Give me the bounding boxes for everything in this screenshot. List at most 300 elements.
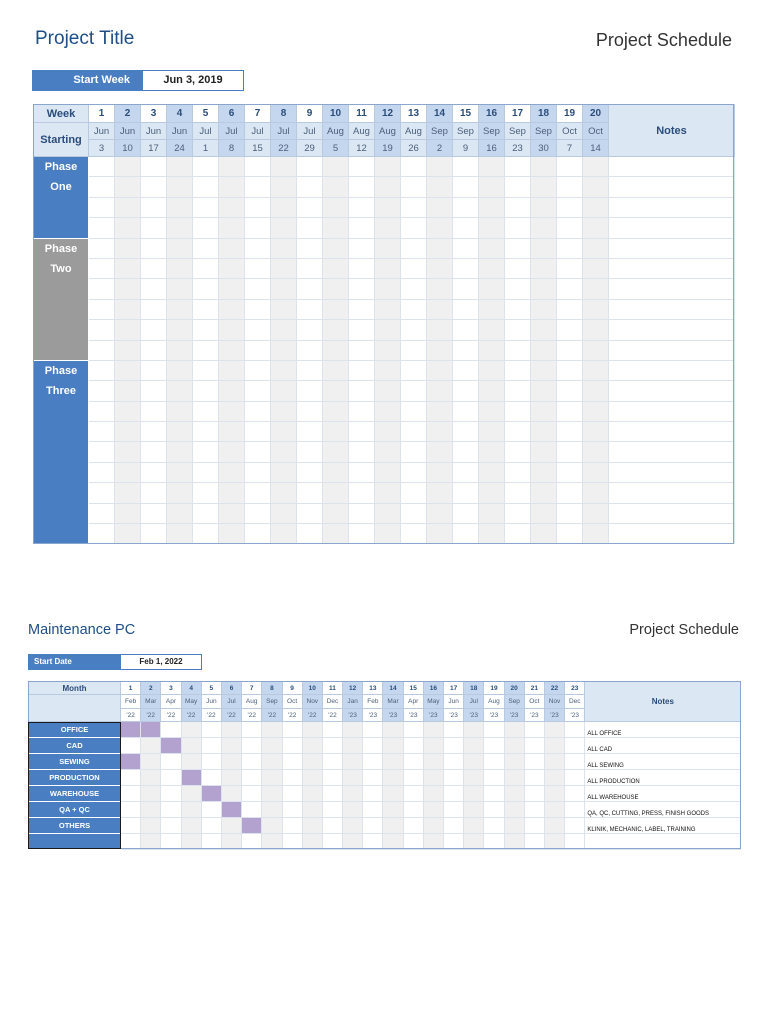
schedule-cell[interactable]: [531, 299, 557, 319]
schedule-cell[interactable]: [565, 754, 585, 770]
schedule-cell[interactable]: [262, 786, 282, 802]
schedule-cell[interactable]: [505, 462, 531, 482]
task-bar[interactable]: [201, 786, 221, 802]
schedule-cell[interactable]: [349, 401, 375, 421]
schedule-cell[interactable]: [423, 786, 443, 802]
schedule-cell[interactable]: [245, 340, 271, 360]
schedule-cell[interactable]: [141, 802, 161, 818]
schedule-cell[interactable]: [401, 157, 427, 177]
schedule-cell[interactable]: [193, 157, 219, 177]
schedule-cell[interactable]: [297, 197, 323, 217]
schedule-cell[interactable]: [262, 770, 282, 786]
schedule-cell[interactable]: [375, 422, 401, 442]
schedule-cell[interactable]: [201, 834, 221, 850]
schedule-cell[interactable]: [505, 401, 531, 421]
schedule-cell[interactable]: [557, 157, 583, 177]
schedule-cell[interactable]: [245, 177, 271, 197]
schedule-cell[interactable]: [383, 738, 403, 754]
schedule-cell[interactable]: [427, 320, 453, 340]
schedule-cell[interactable]: [181, 722, 201, 738]
schedule-cell[interactable]: [464, 786, 484, 802]
schedule-cell[interactable]: [297, 177, 323, 197]
schedule-cell[interactable]: [403, 786, 423, 802]
schedule-cell[interactable]: [583, 279, 609, 299]
schedule-cell[interactable]: [349, 503, 375, 523]
schedule-cell[interactable]: [282, 770, 302, 786]
schedule-cell[interactable]: [121, 770, 141, 786]
schedule-cell[interactable]: [201, 754, 221, 770]
schedule-cell[interactable]: [89, 258, 115, 278]
schedule-cell[interactable]: [375, 177, 401, 197]
schedule-cell[interactable]: [505, 422, 531, 442]
schedule-cell[interactable]: [401, 381, 427, 401]
schedule-cell[interactable]: [262, 802, 282, 818]
schedule-cell[interactable]: [302, 786, 322, 802]
schedule-cell[interactable]: [375, 524, 401, 544]
schedule-cell[interactable]: [375, 503, 401, 523]
schedule-cell[interactable]: [193, 524, 219, 544]
schedule-cell[interactable]: [531, 197, 557, 217]
schedule-cell[interactable]: [141, 218, 167, 238]
schedule-cell[interactable]: [219, 177, 245, 197]
schedule-cell[interactable]: [282, 818, 302, 834]
schedule-cell[interactable]: [479, 258, 505, 278]
schedule-cell[interactable]: [401, 197, 427, 217]
schedule-cell[interactable]: [193, 360, 219, 380]
schedule-cell[interactable]: [221, 818, 241, 834]
schedule-cell[interactable]: [323, 462, 349, 482]
schedule-cell[interactable]: [544, 786, 564, 802]
schedule-cell[interactable]: [141, 340, 167, 360]
schedule-cell[interactable]: [297, 238, 323, 258]
schedule-cell[interactable]: [427, 299, 453, 319]
schedule-cell[interactable]: [323, 422, 349, 442]
schedule-cell[interactable]: [544, 834, 564, 850]
schedule-cell[interactable]: [161, 770, 181, 786]
schedule-cell[interactable]: [544, 754, 564, 770]
schedule-cell[interactable]: [115, 299, 141, 319]
schedule-cell[interactable]: [115, 320, 141, 340]
schedule-cell[interactable]: [181, 834, 201, 850]
schedule-cell[interactable]: [383, 786, 403, 802]
start-week-input[interactable]: Jun 3, 2019: [142, 70, 244, 91]
schedule-cell[interactable]: [504, 834, 524, 850]
schedule-cell[interactable]: [401, 462, 427, 482]
notes-cell[interactable]: [609, 238, 735, 258]
schedule-cell[interactable]: [375, 197, 401, 217]
schedule-cell[interactable]: [89, 238, 115, 258]
schedule-cell[interactable]: [181, 818, 201, 834]
schedule-cell[interactable]: [557, 442, 583, 462]
schedule-cell[interactable]: [479, 177, 505, 197]
schedule-cell[interactable]: [557, 340, 583, 360]
schedule-cell[interactable]: [115, 157, 141, 177]
schedule-cell[interactable]: [524, 738, 544, 754]
schedule-cell[interactable]: [201, 722, 221, 738]
schedule-cell[interactable]: [349, 320, 375, 340]
schedule-cell[interactable]: [531, 320, 557, 340]
schedule-cell[interactable]: [479, 238, 505, 258]
schedule-cell[interactable]: [297, 462, 323, 482]
schedule-cell[interactable]: [401, 299, 427, 319]
task-bar[interactable]: [242, 818, 262, 834]
schedule-cell[interactable]: [245, 218, 271, 238]
schedule-cell[interactable]: [141, 381, 167, 401]
schedule-cell[interactable]: [245, 320, 271, 340]
schedule-cell[interactable]: [557, 177, 583, 197]
schedule-cell[interactable]: [484, 770, 504, 786]
schedule-cell[interactable]: [115, 524, 141, 544]
schedule-cell[interactable]: [427, 177, 453, 197]
schedule-cell[interactable]: [427, 197, 453, 217]
schedule-cell[interactable]: [479, 360, 505, 380]
notes-cell[interactable]: [609, 177, 735, 197]
task-bar[interactable]: [121, 722, 141, 738]
schedule-cell[interactable]: [444, 722, 464, 738]
schedule-cell[interactable]: [141, 197, 167, 217]
notes-cell[interactable]: [609, 524, 735, 544]
schedule-cell[interactable]: [375, 442, 401, 462]
schedule-cell[interactable]: [505, 218, 531, 238]
schedule-cell[interactable]: [427, 157, 453, 177]
notes-cell[interactable]: [609, 320, 735, 340]
schedule-cell[interactable]: [401, 503, 427, 523]
schedule-cell[interactable]: [322, 786, 342, 802]
schedule-cell[interactable]: [484, 722, 504, 738]
schedule-cell[interactable]: [343, 754, 363, 770]
schedule-cell[interactable]: [453, 340, 479, 360]
schedule-cell[interactable]: [271, 197, 297, 217]
schedule-cell[interactable]: [302, 834, 322, 850]
schedule-cell[interactable]: [531, 462, 557, 482]
schedule-cell[interactable]: [531, 524, 557, 544]
schedule-cell[interactable]: [271, 381, 297, 401]
schedule-cell[interactable]: [167, 157, 193, 177]
schedule-cell[interactable]: [524, 770, 544, 786]
schedule-cell[interactable]: [401, 524, 427, 544]
schedule-cell[interactable]: [245, 462, 271, 482]
schedule-cell[interactable]: [403, 834, 423, 850]
schedule-cell[interactable]: [557, 258, 583, 278]
schedule-cell[interactable]: [323, 401, 349, 421]
schedule-cell[interactable]: [141, 177, 167, 197]
schedule-cell[interactable]: [297, 320, 323, 340]
schedule-cell[interactable]: [282, 834, 302, 850]
task-note[interactable]: ALL OFFICE: [585, 722, 741, 738]
schedule-cell[interactable]: [167, 320, 193, 340]
schedule-cell[interactable]: [453, 279, 479, 299]
schedule-cell[interactable]: [161, 834, 181, 850]
schedule-cell[interactable]: [193, 238, 219, 258]
schedule-cell[interactable]: [271, 320, 297, 340]
schedule-cell[interactable]: [531, 177, 557, 197]
schedule-cell[interactable]: [349, 462, 375, 482]
schedule-cell[interactable]: [403, 722, 423, 738]
schedule-cell[interactable]: [271, 299, 297, 319]
schedule-cell[interactable]: [193, 340, 219, 360]
schedule-cell[interactable]: [297, 157, 323, 177]
schedule-cell[interactable]: [427, 279, 453, 299]
schedule-cell[interactable]: [323, 197, 349, 217]
schedule-cell[interactable]: [89, 503, 115, 523]
schedule-cell[interactable]: [221, 834, 241, 850]
schedule-cell[interactable]: [193, 218, 219, 238]
schedule-cell[interactable]: [141, 442, 167, 462]
schedule-cell[interactable]: [427, 503, 453, 523]
schedule-cell[interactable]: [531, 360, 557, 380]
schedule-cell[interactable]: [193, 320, 219, 340]
schedule-cell[interactable]: [322, 770, 342, 786]
schedule-cell[interactable]: [219, 524, 245, 544]
schedule-cell[interactable]: [141, 258, 167, 278]
schedule-cell[interactable]: [401, 401, 427, 421]
schedule-cell[interactable]: [444, 754, 464, 770]
schedule-cell[interactable]: [453, 462, 479, 482]
schedule-cell[interactable]: [557, 360, 583, 380]
schedule-cell[interactable]: [297, 401, 323, 421]
schedule-cell[interactable]: [245, 299, 271, 319]
schedule-cell[interactable]: [219, 258, 245, 278]
schedule-cell[interactable]: [297, 258, 323, 278]
schedule-cell[interactable]: [297, 422, 323, 442]
schedule-cell[interactable]: [557, 483, 583, 503]
schedule-cell[interactable]: [115, 340, 141, 360]
schedule-cell[interactable]: [141, 320, 167, 340]
schedule-cell[interactable]: [323, 503, 349, 523]
schedule-cell[interactable]: [242, 834, 262, 850]
schedule-cell[interactable]: [219, 462, 245, 482]
schedule-cell[interactable]: [427, 360, 453, 380]
schedule-cell[interactable]: [401, 177, 427, 197]
schedule-cell[interactable]: [245, 360, 271, 380]
schedule-cell[interactable]: [423, 818, 443, 834]
schedule-cell[interactable]: [557, 422, 583, 442]
schedule-cell[interactable]: [427, 483, 453, 503]
schedule-cell[interactable]: [583, 238, 609, 258]
schedule-cell[interactable]: [583, 197, 609, 217]
schedule-cell[interactable]: [484, 818, 504, 834]
schedule-cell[interactable]: [531, 483, 557, 503]
notes-cell[interactable]: [609, 340, 735, 360]
schedule-cell[interactable]: [531, 279, 557, 299]
schedule-cell[interactable]: [464, 754, 484, 770]
schedule-cell[interactable]: [89, 462, 115, 482]
schedule-cell[interactable]: [297, 483, 323, 503]
schedule-cell[interactable]: [242, 754, 262, 770]
schedule-cell[interactable]: [383, 770, 403, 786]
schedule-cell[interactable]: [219, 381, 245, 401]
task-note[interactable]: [585, 834, 741, 850]
schedule-cell[interactable]: [323, 218, 349, 238]
schedule-cell[interactable]: [583, 422, 609, 442]
schedule-cell[interactable]: [427, 238, 453, 258]
schedule-cell[interactable]: [375, 462, 401, 482]
schedule-cell[interactable]: [565, 834, 585, 850]
schedule-cell[interactable]: [479, 157, 505, 177]
schedule-cell[interactable]: [221, 738, 241, 754]
schedule-cell[interactable]: [453, 442, 479, 462]
schedule-cell[interactable]: [282, 738, 302, 754]
schedule-cell[interactable]: [349, 442, 375, 462]
schedule-cell[interactable]: [302, 738, 322, 754]
task-note[interactable]: ALL WAREHOUSE: [585, 786, 741, 802]
schedule-cell[interactable]: [531, 381, 557, 401]
schedule-cell[interactable]: [557, 401, 583, 421]
notes-cell[interactable]: [609, 381, 735, 401]
schedule-cell[interactable]: [464, 770, 484, 786]
schedule-cell[interactable]: [115, 238, 141, 258]
schedule-cell[interactable]: [167, 462, 193, 482]
schedule-cell[interactable]: [115, 462, 141, 482]
schedule-cell[interactable]: [401, 360, 427, 380]
schedule-cell[interactable]: [201, 738, 221, 754]
schedule-cell[interactable]: [297, 279, 323, 299]
schedule-cell[interactable]: [479, 381, 505, 401]
schedule-cell[interactable]: [167, 238, 193, 258]
schedule-cell[interactable]: [219, 401, 245, 421]
task-note[interactable]: ALL SEWING: [585, 754, 741, 770]
schedule-cell[interactable]: [383, 802, 403, 818]
schedule-cell[interactable]: [89, 401, 115, 421]
schedule-cell[interactable]: [219, 157, 245, 177]
schedule-cell[interactable]: [297, 218, 323, 238]
schedule-cell[interactable]: [271, 442, 297, 462]
schedule-cell[interactable]: [219, 299, 245, 319]
schedule-cell[interactable]: [245, 442, 271, 462]
notes-cell[interactable]: [609, 401, 735, 421]
schedule-cell[interactable]: [141, 157, 167, 177]
schedule-cell[interactable]: [479, 422, 505, 442]
schedule-cell[interactable]: [245, 503, 271, 523]
schedule-cell[interactable]: [141, 422, 167, 442]
schedule-cell[interactable]: [282, 786, 302, 802]
schedule-cell[interactable]: [505, 381, 531, 401]
schedule-cell[interactable]: [201, 818, 221, 834]
schedule-cell[interactable]: [161, 786, 181, 802]
schedule-cell[interactable]: [242, 738, 262, 754]
schedule-cell[interactable]: [167, 279, 193, 299]
schedule-cell[interactable]: [89, 299, 115, 319]
schedule-cell[interactable]: [453, 422, 479, 442]
schedule-cell[interactable]: [193, 279, 219, 299]
schedule-cell[interactable]: [453, 197, 479, 217]
schedule-cell[interactable]: [504, 738, 524, 754]
schedule-cell[interactable]: [557, 503, 583, 523]
schedule-cell[interactable]: [375, 218, 401, 238]
schedule-cell[interactable]: [245, 279, 271, 299]
schedule-cell[interactable]: [349, 197, 375, 217]
schedule-cell[interactable]: [505, 258, 531, 278]
schedule-cell[interactable]: [161, 754, 181, 770]
schedule-cell[interactable]: [271, 157, 297, 177]
schedule-cell[interactable]: [403, 818, 423, 834]
schedule-cell[interactable]: [262, 738, 282, 754]
schedule-cell[interactable]: [583, 360, 609, 380]
schedule-cell[interactable]: [479, 197, 505, 217]
schedule-cell[interactable]: [524, 786, 544, 802]
schedule-cell[interactable]: [444, 802, 464, 818]
schedule-cell[interactable]: [349, 279, 375, 299]
task-note[interactable]: KLINIK, MECHANIC, LABEL, TRAINING: [585, 818, 741, 834]
schedule-cell[interactable]: [322, 818, 342, 834]
schedule-cell[interactable]: [323, 340, 349, 360]
schedule-cell[interactable]: [141, 738, 161, 754]
schedule-cell[interactable]: [262, 834, 282, 850]
schedule-cell[interactable]: [583, 340, 609, 360]
schedule-cell[interactable]: [363, 802, 383, 818]
schedule-cell[interactable]: [323, 360, 349, 380]
schedule-cell[interactable]: [323, 157, 349, 177]
schedule-cell[interactable]: [181, 786, 201, 802]
schedule-cell[interactable]: [89, 360, 115, 380]
schedule-cell[interactable]: [479, 401, 505, 421]
schedule-cell[interactable]: [505, 177, 531, 197]
schedule-cell[interactable]: [89, 320, 115, 340]
schedule-cell[interactable]: [453, 483, 479, 503]
task-bar[interactable]: [141, 722, 161, 738]
schedule-cell[interactable]: [322, 834, 342, 850]
schedule-cell[interactable]: [479, 483, 505, 503]
schedule-cell[interactable]: [221, 754, 241, 770]
task-note[interactable]: ALL PRODUCTION: [585, 770, 741, 786]
schedule-cell[interactable]: [349, 524, 375, 544]
notes-cell[interactable]: [609, 299, 735, 319]
schedule-cell[interactable]: [484, 786, 504, 802]
schedule-cell[interactable]: [453, 238, 479, 258]
schedule-cell[interactable]: [453, 524, 479, 544]
schedule-cell[interactable]: [464, 818, 484, 834]
schedule-cell[interactable]: [271, 177, 297, 197]
schedule-cell[interactable]: [583, 258, 609, 278]
schedule-cell[interactable]: [401, 218, 427, 238]
schedule-cell[interactable]: [262, 818, 282, 834]
schedule-cell[interactable]: [375, 157, 401, 177]
notes-cell[interactable]: [609, 197, 735, 217]
schedule-cell[interactable]: [583, 401, 609, 421]
schedule-cell[interactable]: [427, 381, 453, 401]
schedule-cell[interactable]: [115, 442, 141, 462]
schedule-cell[interactable]: [167, 177, 193, 197]
schedule-cell[interactable]: [401, 258, 427, 278]
schedule-cell[interactable]: [544, 722, 564, 738]
schedule-cell[interactable]: [282, 754, 302, 770]
schedule-cell[interactable]: [121, 802, 141, 818]
schedule-cell[interactable]: [271, 340, 297, 360]
schedule-cell[interactable]: [271, 483, 297, 503]
schedule-cell[interactable]: [544, 770, 564, 786]
schedule-cell[interactable]: [565, 722, 585, 738]
schedule-cell[interactable]: [302, 818, 322, 834]
schedule-cell[interactable]: [323, 238, 349, 258]
schedule-cell[interactable]: [161, 818, 181, 834]
schedule-cell[interactable]: [322, 754, 342, 770]
schedule-cell[interactable]: [161, 722, 181, 738]
schedule-cell[interactable]: [193, 462, 219, 482]
schedule-cell[interactable]: [557, 238, 583, 258]
schedule-cell[interactable]: [89, 340, 115, 360]
schedule-cell[interactable]: [167, 524, 193, 544]
schedule-cell[interactable]: [479, 503, 505, 523]
schedule-cell[interactable]: [383, 834, 403, 850]
task-bar[interactable]: [181, 770, 201, 786]
schedule-cell[interactable]: [219, 442, 245, 462]
schedule-cell[interactable]: [403, 770, 423, 786]
schedule-cell[interactable]: [167, 442, 193, 462]
schedule-cell[interactable]: [484, 754, 504, 770]
schedule-cell[interactable]: [464, 834, 484, 850]
schedule-cell[interactable]: [343, 802, 363, 818]
schedule-cell[interactable]: [453, 503, 479, 523]
